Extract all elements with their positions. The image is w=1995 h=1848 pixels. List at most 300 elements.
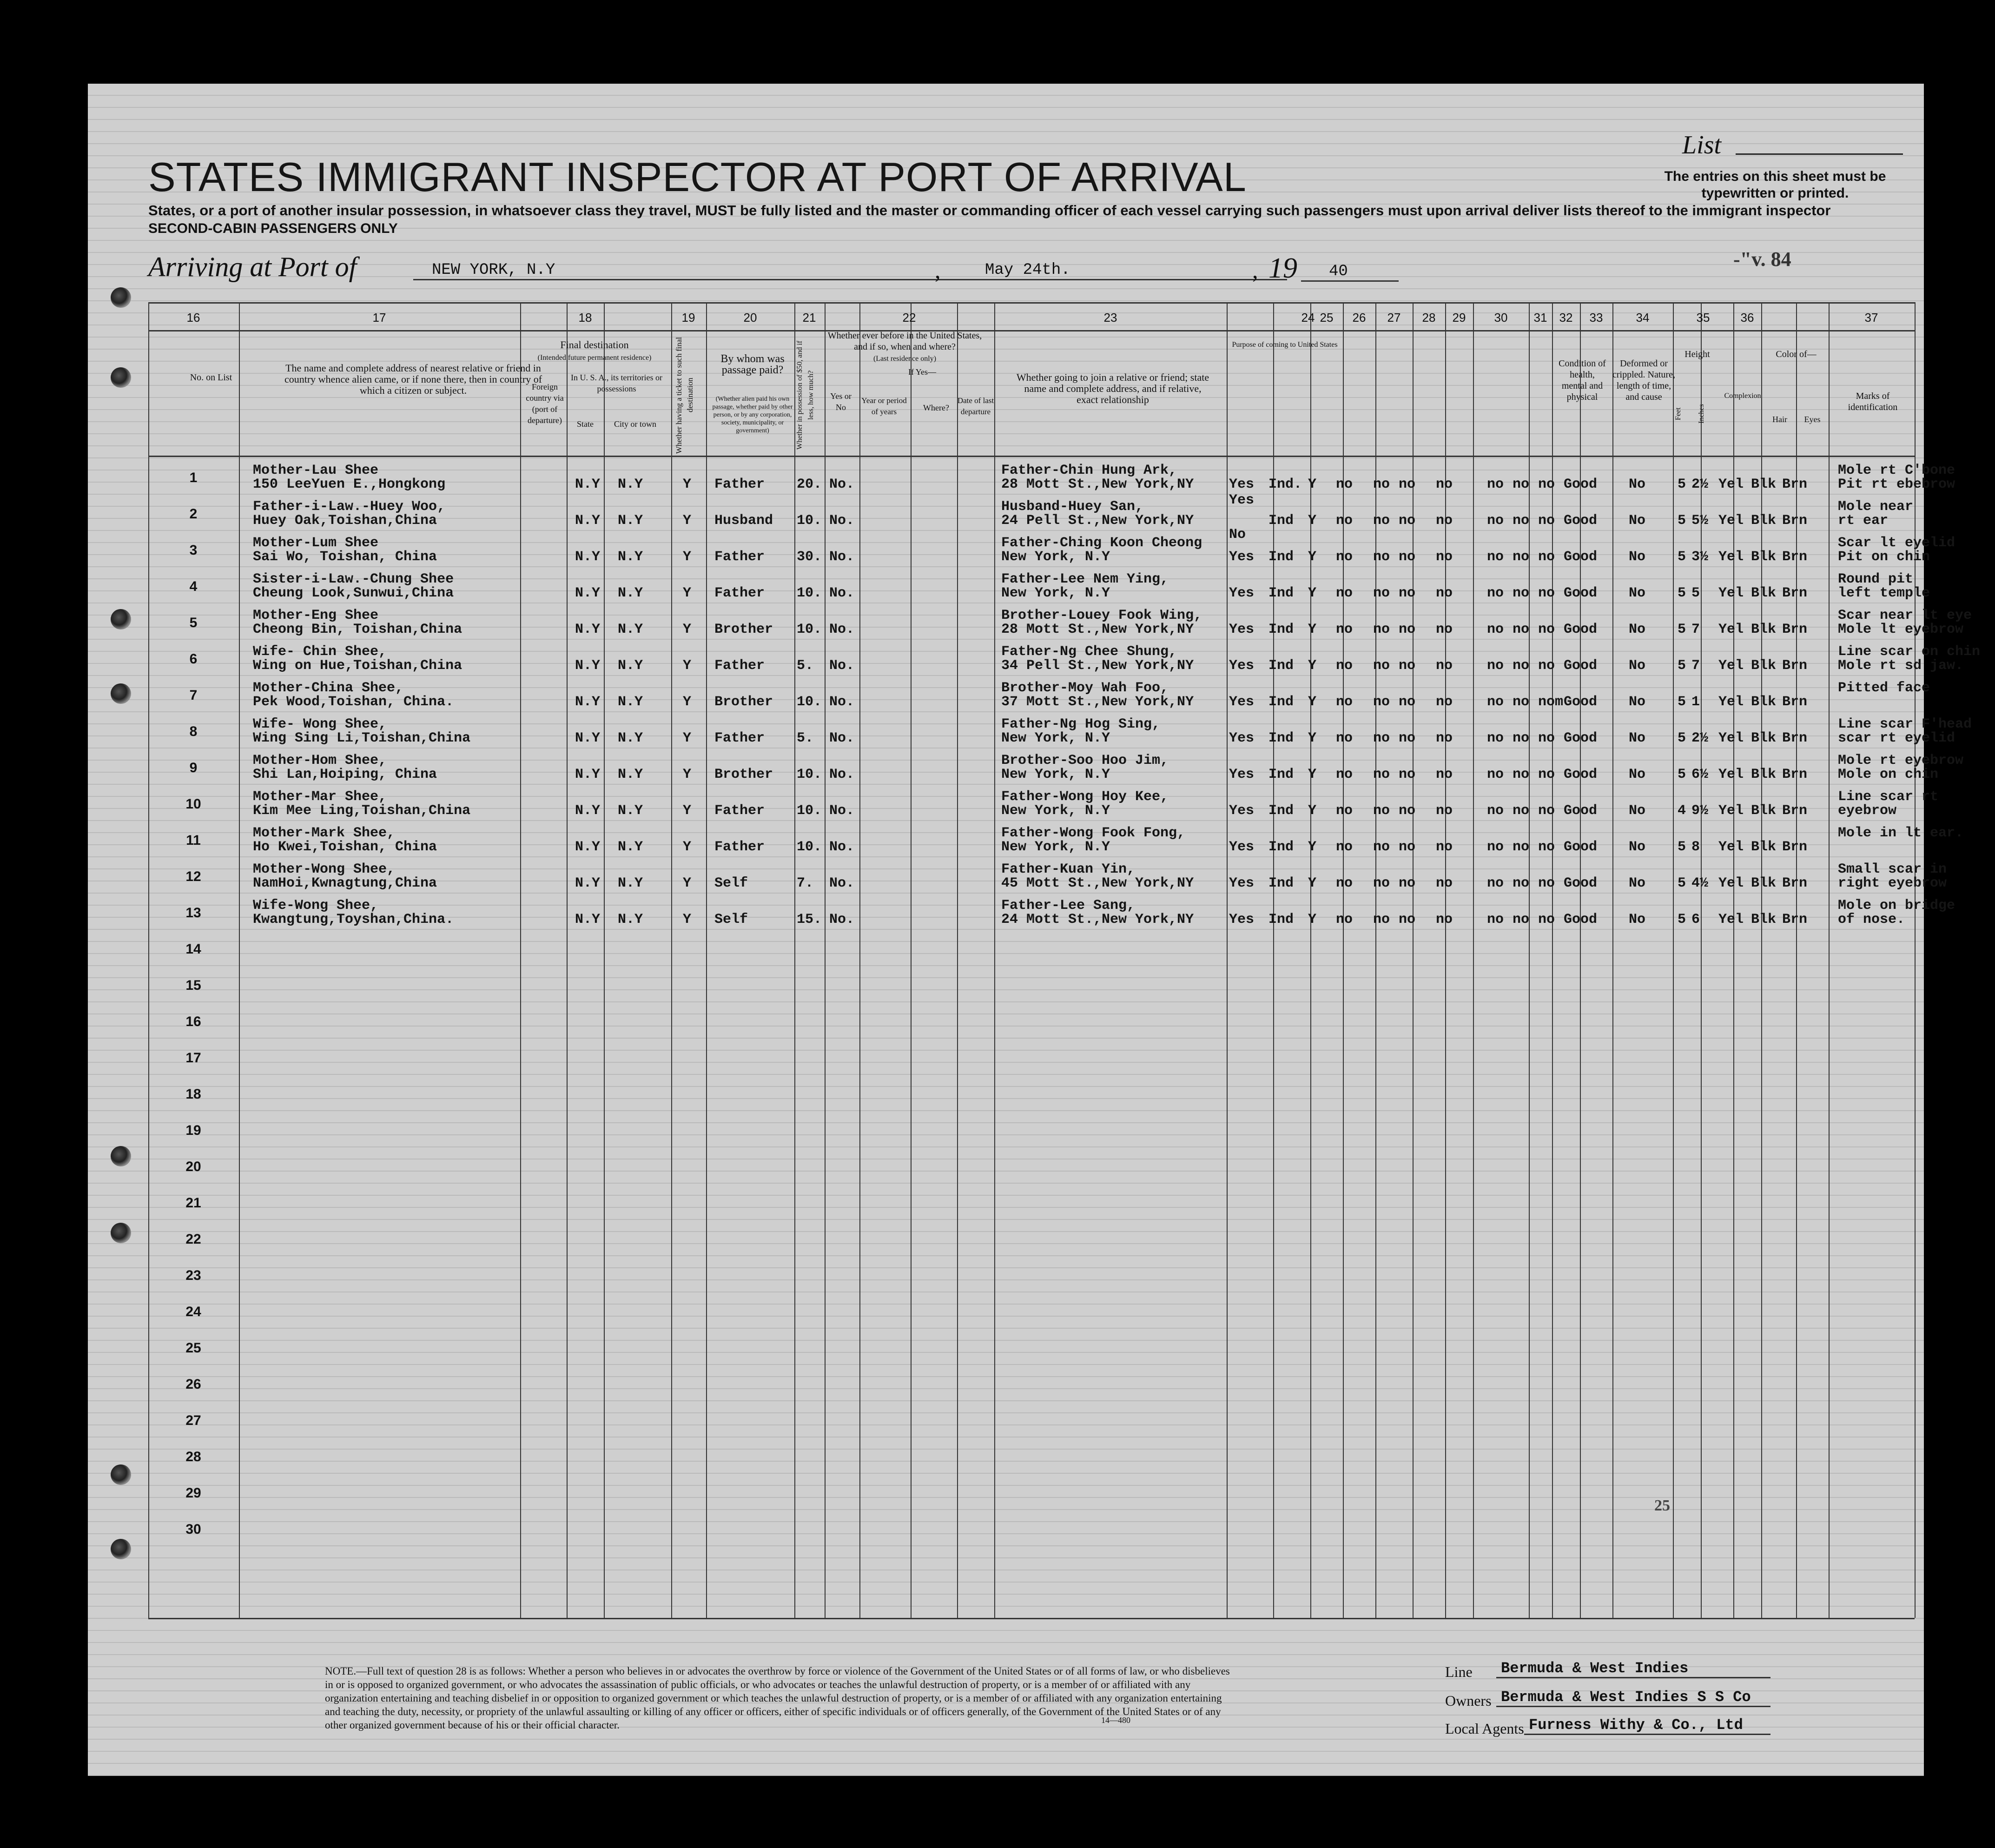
cell-paid: Father xyxy=(714,585,765,601)
cell-p3: Y xyxy=(1308,622,1317,637)
date-field: May 24th. xyxy=(948,261,1287,280)
cell-money: 7. xyxy=(797,875,814,891)
row-number: 24 xyxy=(185,1304,201,1319)
cell-q26: no xyxy=(1373,803,1390,819)
cell-join1: Father-Ching Koon Cheong xyxy=(1001,535,1202,551)
cell-feet: 5 xyxy=(1678,658,1686,674)
cell-rel2: Wing on Hue,Toishan,China xyxy=(253,658,462,674)
row-number: 5 xyxy=(189,615,198,630)
cell-join2: 37 Mott St.,New York,NY xyxy=(1001,694,1194,710)
cell-state: N.Y xyxy=(575,549,601,565)
grid-vline xyxy=(825,302,826,1618)
row-number: 20 xyxy=(185,1159,201,1174)
binder-hole xyxy=(111,367,131,388)
grid-hline xyxy=(148,330,1915,331)
cell-join2: New York, N.Y xyxy=(1001,767,1110,782)
agents-value: Furness Withy & Co., Ltd xyxy=(1524,1716,1770,1735)
cell-q25: no xyxy=(1336,622,1353,637)
cell-rel1: Mother-Eng Shee xyxy=(253,608,379,623)
cell-inches: 6½ xyxy=(1691,767,1709,782)
cell-q26: no xyxy=(1373,477,1390,492)
row-number: 13 xyxy=(185,905,201,921)
cell-q25: no xyxy=(1336,477,1353,492)
grid-vline xyxy=(1701,302,1702,1618)
row-number: 16 xyxy=(185,1014,201,1029)
cell-q29: no xyxy=(1487,875,1504,891)
header-ticket: Whether having a ticket to such final destination xyxy=(674,337,694,454)
cell-inches: 1 xyxy=(1691,694,1700,710)
cell-q29: no xyxy=(1487,622,1504,637)
cell-marks1: Line scar rt xyxy=(1838,789,1939,805)
column-number: 31 xyxy=(1533,311,1547,325)
cell-state: N.Y xyxy=(575,694,601,710)
cell-money: 5. xyxy=(797,730,814,746)
cell-p1: Yes xyxy=(1229,492,1255,508)
cell-join2: New York, N.Y xyxy=(1001,549,1110,565)
cell-q25: no xyxy=(1336,767,1353,782)
cell-q28: no xyxy=(1436,730,1453,746)
cell-p1: Yes xyxy=(1229,839,1255,855)
cell-p2: Ind xyxy=(1268,875,1294,891)
cell-feet: 5 xyxy=(1678,875,1686,891)
cell-feet: 5 xyxy=(1678,912,1686,927)
column-number: 23 xyxy=(1103,311,1117,325)
row-number: 11 xyxy=(186,833,201,848)
cell-health: Good xyxy=(1564,585,1598,601)
volume-stamp: -"v. 84 xyxy=(1733,248,1791,271)
grid-vline xyxy=(1915,302,1916,1618)
cell-p1: Yes xyxy=(1229,694,1255,710)
cell-deformed: No xyxy=(1629,513,1646,529)
cell-q29: no xyxy=(1487,549,1504,565)
cell-rel2: NamHoi,Kwnagtung,China xyxy=(253,875,437,891)
cell-q26: no xyxy=(1373,767,1390,782)
cell-city: N.Y xyxy=(618,767,643,782)
cell-rel2: 150 LeeYuen E.,Hongkong xyxy=(253,477,446,492)
cell-join1: Brother-Louey Fook Wing, xyxy=(1001,608,1202,623)
cell-money: 10. xyxy=(797,803,822,819)
column-number: 30 xyxy=(1494,311,1508,325)
column-number: 32 xyxy=(1559,311,1573,325)
cell-p2: Ind. xyxy=(1268,477,1302,492)
cell-q28: no xyxy=(1436,803,1453,819)
grid-vline xyxy=(1273,302,1274,1618)
cell-hair: Blk xyxy=(1751,585,1777,601)
cell-hair: Blk xyxy=(1751,549,1777,565)
row-number: 6 xyxy=(189,651,198,667)
cell-rel1: Wife- Chin Shee, xyxy=(253,644,387,660)
cell-join1: Father-Ng Hog Sing, xyxy=(1001,716,1161,732)
cell-p3: Y xyxy=(1308,658,1317,674)
cell-p2: Ind xyxy=(1268,912,1294,927)
cell-complexion: Yel xyxy=(1718,875,1744,891)
row-number: 19 xyxy=(185,1123,201,1138)
cell-q28: no xyxy=(1436,585,1453,601)
cell-deformed: No xyxy=(1629,839,1646,855)
footnote-question-28: NOTE.—Full text of question 28 is as follows: Whether a person who believes in or advocates the overthrow by force or violence of the Government of the United States or of all forms of law, or who disbelieves in or is opposed to organized government, or who advocates the assassination of public officials, or who advocates or teaches the unlawful destruction of property, or is a member of or affiliated with any organization entertaining and teaching disbelief in or opposition to organized government or which teaches the unlawful destruction of property, or is a member of or affiliated with any organization entertaining and teaching the duty, necessity, or propriety of the unlawful assaulting or killing of any officer or officers, either of specific individuals or of officers generally, of the Government of the United States or of any other organized government because of his or their official character. xyxy=(325,1665,1230,1731)
cell-q25: no xyxy=(1336,694,1353,710)
cell-hair: Blk xyxy=(1751,622,1777,637)
header-yes-no: Yes or No xyxy=(830,391,852,412)
cell-inches: 4½ xyxy=(1691,875,1709,891)
cell-state: N.Y xyxy=(575,622,601,637)
cell-rel1: Wife- Wong Shee, xyxy=(253,716,387,732)
cell-q25: no xyxy=(1336,839,1353,855)
cell-city: N.Y xyxy=(618,477,643,492)
cell-q31: no xyxy=(1538,622,1555,637)
cell-health: Good xyxy=(1564,803,1598,819)
cell-hair: Blk xyxy=(1751,477,1777,492)
cell-p1: Yes xyxy=(1229,549,1255,565)
cell-q30: no xyxy=(1513,875,1530,891)
cell-p3: Y xyxy=(1308,730,1317,746)
column-number: 29 xyxy=(1452,311,1466,325)
header-color-of: Color of— xyxy=(1776,349,1817,359)
cell-complexion: Yel xyxy=(1718,767,1744,782)
cell-q27: no xyxy=(1399,875,1416,891)
cell-q26: no xyxy=(1373,912,1390,927)
grid-vline xyxy=(1529,302,1530,1618)
cell-deformed: No xyxy=(1629,658,1646,674)
cell-inches: 2½ xyxy=(1691,477,1709,492)
cell-eyes: Brn xyxy=(1782,513,1808,529)
cell-q29: no xyxy=(1487,730,1504,746)
cell-q29: no xyxy=(1487,658,1504,674)
cell-q30: no xyxy=(1513,912,1530,927)
page-title: STATES IMMIGRANT INSPECTOR AT PORT OF ARRIVAL xyxy=(148,154,1247,200)
cell-health: Good xyxy=(1564,549,1598,565)
cell-money: 5. xyxy=(797,658,814,674)
cell-eyes: Brn xyxy=(1782,875,1808,891)
column-number: 28 xyxy=(1422,311,1436,325)
cell-join1: Father-Lee Nem Ying, xyxy=(1001,571,1169,587)
row-number: 9 xyxy=(189,760,198,775)
cell-rel2: Kwangtung,Toyshan,China. xyxy=(253,912,454,927)
grid-vline xyxy=(239,302,240,1618)
cell-q31: no xyxy=(1538,839,1555,855)
cell-marks2: right eyebrow xyxy=(1838,875,1947,891)
cell-before: No. xyxy=(829,477,855,492)
cell-hair: Blk xyxy=(1751,912,1777,927)
cell-ticket: Y xyxy=(683,803,692,819)
cell-city: N.Y xyxy=(618,694,643,710)
year-prefix: 19 xyxy=(1268,252,1297,284)
grid-vline xyxy=(957,302,958,1618)
cell-eyes: Brn xyxy=(1782,549,1808,565)
cell-health: Good xyxy=(1564,767,1598,782)
row-number: 23 xyxy=(185,1268,201,1283)
cell-before: No. xyxy=(829,513,855,529)
cell-rel2: Sai Wo, Toishan, China xyxy=(253,549,437,565)
cell-q25: no xyxy=(1336,875,1353,891)
cell-complexion: Yel xyxy=(1718,513,1744,529)
cell-q27: no xyxy=(1399,513,1416,529)
grid-vline xyxy=(1445,302,1446,1618)
cell-feet: 5 xyxy=(1678,767,1686,782)
cell-before: No. xyxy=(829,585,855,601)
cell-health: Good xyxy=(1564,730,1598,746)
cell-feet: 5 xyxy=(1678,477,1686,492)
typewritten-note: The entries on this sheet must be typewritten or printed. xyxy=(1664,169,1886,201)
cell-hair: Blk xyxy=(1751,803,1777,819)
cell-join1: Father-Ng Chee Shung, xyxy=(1001,644,1177,660)
cell-rel1: Father-i-Law.-Huey Woo, xyxy=(253,499,446,515)
cell-deformed: No xyxy=(1629,585,1646,601)
cell-q30: no xyxy=(1513,730,1530,746)
cell-rel1: Mother-Lau Shee xyxy=(253,463,379,478)
cell-inches: 7 xyxy=(1691,622,1700,637)
cell-feet: 4 xyxy=(1678,803,1686,819)
row-number: 27 xyxy=(185,1413,201,1428)
cell-before: No. xyxy=(829,730,855,746)
cell-q30: no xyxy=(1513,658,1530,674)
cell-paid: Husband xyxy=(714,513,773,529)
cell-ticket: Y xyxy=(683,549,692,565)
cell-before: No. xyxy=(829,622,855,637)
row-number: 21 xyxy=(185,1195,201,1211)
cell-q28: no xyxy=(1436,912,1453,927)
cell-rel1: Mother-Mar Shee, xyxy=(253,789,387,805)
cell-q30: no xyxy=(1513,839,1530,855)
cell-health: Good xyxy=(1564,912,1598,927)
header-foreign-country: Foreign country via (port of departure) xyxy=(526,382,564,425)
cell-join2: New York, N.Y xyxy=(1001,585,1110,601)
cell-paid: Brother xyxy=(714,767,773,782)
cell-q28: no xyxy=(1436,875,1453,891)
header-nearest-relative: The name and complete address of nearest relative or friend in country whence alien came, or if none there, then in country of which a citizen or subject. xyxy=(284,362,542,396)
header-ever-before: Whether ever before in the United States, and if so, when and where? xyxy=(827,331,982,352)
cell-marks2: Pit on chin xyxy=(1838,549,1930,565)
grid-vline xyxy=(911,302,912,1618)
cell-q28: no xyxy=(1436,767,1453,782)
cell-complexion: Yel xyxy=(1718,585,1744,601)
cell-q27: no xyxy=(1399,694,1416,710)
cell-city: N.Y xyxy=(618,585,643,601)
cell-p2: Ind xyxy=(1268,839,1294,855)
cell-q25: no xyxy=(1336,803,1353,819)
cell-deformed: No xyxy=(1629,875,1646,891)
cell-q25: no xyxy=(1336,730,1353,746)
cell-inches: 2½ xyxy=(1691,730,1709,746)
cell-p2: Ind xyxy=(1268,767,1294,782)
grid-vline xyxy=(1733,302,1734,1618)
cell-q31: no xyxy=(1538,803,1555,819)
cell-health: Good xyxy=(1564,513,1598,529)
column-number: 17 xyxy=(372,311,386,325)
header-complexion: Complexion xyxy=(1724,392,1761,400)
row-number: 2 xyxy=(189,506,198,522)
binder-hole xyxy=(111,1539,131,1559)
cell-q29: no xyxy=(1487,839,1504,855)
cell-q30: no xyxy=(1513,513,1530,529)
cell-deformed: No xyxy=(1629,549,1646,565)
grid-vline xyxy=(1796,302,1797,1618)
cell-ticket: Y xyxy=(683,585,692,601)
cell-paid: Brother xyxy=(714,622,773,637)
row-number: 3 xyxy=(189,543,198,558)
cell-city: N.Y xyxy=(618,658,643,674)
cell-before: No. xyxy=(829,875,855,891)
cell-q27: no xyxy=(1399,839,1416,855)
cell-p3: Y xyxy=(1308,513,1317,529)
cell-marks1: Line scar F'head xyxy=(1838,716,1972,732)
cell-money: 30. xyxy=(797,549,822,565)
row-number: 18 xyxy=(185,1086,201,1102)
cell-marks1: Mole on bridge xyxy=(1838,898,1955,914)
cell-q29: no xyxy=(1487,477,1504,492)
cell-q27: no xyxy=(1399,912,1416,927)
cell-before: No. xyxy=(829,767,855,782)
line-label: Line xyxy=(1445,1663,1473,1680)
cell-p1: Yes xyxy=(1229,585,1255,601)
cell-q26: no xyxy=(1373,622,1390,637)
cell-hair: Blk xyxy=(1751,875,1777,891)
row-number: 17 xyxy=(185,1050,201,1066)
cell-complexion: Yel xyxy=(1718,839,1744,855)
column-number: 20 xyxy=(743,311,757,325)
grid-vline xyxy=(1612,302,1613,1618)
cell-marks2: Pit rt ebebrow xyxy=(1838,477,1955,492)
cell-ticket: Y xyxy=(683,912,692,927)
cell-q31: no xyxy=(1538,585,1555,601)
cell-p3: Y xyxy=(1308,549,1317,565)
cell-deformed: No xyxy=(1629,694,1646,710)
cell-state: N.Y xyxy=(575,912,601,927)
cell-q27: no xyxy=(1399,658,1416,674)
row-number: 10 xyxy=(185,796,201,812)
cell-q28: no xyxy=(1436,477,1453,492)
row-number: 4 xyxy=(189,579,198,594)
cell-deformed: No xyxy=(1629,803,1646,819)
grid-vline xyxy=(1375,302,1376,1618)
cell-p1: Yes xyxy=(1229,803,1255,819)
cell-complexion: Yel xyxy=(1718,658,1744,674)
header-final-destination: Final destination xyxy=(560,339,629,351)
header-inches: Inches xyxy=(1698,404,1705,424)
header-deformed: Deformed or crippled. Nature, length of time, and cause xyxy=(1612,358,1675,402)
cell-ticket: Y xyxy=(683,658,692,674)
cell-state: N.Y xyxy=(575,730,601,746)
cell-marks2: rt ear xyxy=(1838,513,1889,529)
cell-p2: Ind xyxy=(1268,622,1294,637)
cell-before: No. xyxy=(829,803,855,819)
grid-vline xyxy=(1829,302,1830,1618)
cell-join2: 24 Pell St.,New York,NY xyxy=(1001,513,1194,529)
cell-p1: Yes xyxy=(1229,622,1255,637)
cell-health: Good xyxy=(1564,658,1598,674)
cell-p2: Ind xyxy=(1268,585,1294,601)
header-if-yes: If Yes— xyxy=(908,367,936,377)
cell-hair: Blk xyxy=(1751,730,1777,746)
cell-p2: Ind xyxy=(1268,730,1294,746)
cell-inches: 7 xyxy=(1691,658,1700,674)
cell-marks1: Mole near xyxy=(1838,499,1914,515)
cell-q28: no xyxy=(1436,513,1453,529)
cell-p3: Y xyxy=(1308,803,1317,819)
cell-p1: Yes xyxy=(1229,875,1255,891)
row-number: 30 xyxy=(185,1522,201,1537)
cell-q26: no xyxy=(1373,585,1390,601)
cell-marks1: Scar lt eyelid xyxy=(1838,535,1955,551)
cell-money: 10. xyxy=(797,585,822,601)
cell-join1: Father-Wong Fook Fong, xyxy=(1001,825,1186,841)
cell-p2: Ind xyxy=(1268,658,1294,674)
cell-q30: no xyxy=(1513,767,1530,782)
grid-vline xyxy=(520,302,521,1618)
cell-city: N.Y xyxy=(618,912,643,927)
cell-marks2: left temple xyxy=(1838,585,1930,601)
cell-q25: no xyxy=(1336,658,1353,674)
cell-q25: no xyxy=(1336,912,1353,927)
row-number: 25 xyxy=(185,1340,201,1356)
cell-city: N.Y xyxy=(618,803,643,819)
cell-p1: Yes xyxy=(1229,730,1255,746)
cell-inches: 8 xyxy=(1691,839,1700,855)
cell-q27: no xyxy=(1399,803,1416,819)
cell-rel2: Cheong Bin, Toishan,China xyxy=(253,622,462,637)
cell-health: Good xyxy=(1564,694,1598,710)
cell-p3: Y xyxy=(1308,875,1317,891)
cell-city: N.Y xyxy=(618,730,643,746)
cell-eyes: Brn xyxy=(1782,585,1808,601)
cell-ticket: Y xyxy=(683,730,692,746)
cell-state: N.Y xyxy=(575,767,601,782)
cell-marks2: of nose. xyxy=(1838,912,1905,927)
cell-feet: 5 xyxy=(1678,585,1686,601)
cell-q28: no xyxy=(1436,839,1453,855)
cell-q26: no xyxy=(1373,549,1390,565)
cell-eyes: Brn xyxy=(1782,839,1808,855)
header-year-period: Year or period of years xyxy=(861,396,907,416)
cell-join1: Father-Chin Hung Ark, xyxy=(1001,463,1177,478)
grid-vline xyxy=(706,302,707,1618)
cell-marks2: Mole on chin xyxy=(1838,767,1939,782)
cell-p3: Y xyxy=(1308,585,1317,601)
cell-join2: 45 Mott St.,New York,NY xyxy=(1001,875,1194,891)
row-number: 14 xyxy=(185,941,201,957)
cell-eyes: Brn xyxy=(1782,694,1808,710)
cell-ticket: Y xyxy=(683,477,692,492)
cell-eyes: Brn xyxy=(1782,658,1808,674)
cell-marks1: Mole in lt ear. xyxy=(1838,825,1964,841)
cell-rel1: Mother-Mark Shee, xyxy=(253,825,396,841)
comma: , xyxy=(935,257,941,283)
list-number-line xyxy=(1736,153,1903,155)
header-passage-paid: By whom was passage paid? xyxy=(720,353,785,376)
header-height: Height xyxy=(1685,349,1710,359)
cell-p2: Ind xyxy=(1268,694,1294,710)
binder-hole xyxy=(111,683,131,704)
header-health: Condition of health, mental and physical xyxy=(1559,358,1606,402)
cell-p2: Ind xyxy=(1268,803,1294,819)
cell-q25: no xyxy=(1336,513,1353,529)
header-marks: Marks of identification xyxy=(1848,391,1898,412)
grid-vline xyxy=(1473,302,1474,1618)
cell-eyes: Brn xyxy=(1782,477,1808,492)
header-money: Whether in possession of $50, and if less, how much? xyxy=(796,340,815,450)
grid-vline xyxy=(567,302,568,1618)
cell-q26: no xyxy=(1373,875,1390,891)
column-number: 37 xyxy=(1864,311,1878,325)
cell-q29: no xyxy=(1487,585,1504,601)
cell-money: 20. xyxy=(797,477,822,492)
cell-money: 10. xyxy=(797,694,822,710)
column-number: 22 xyxy=(902,311,916,325)
cell-join1: Father-Wong Hoy Kee, xyxy=(1001,789,1169,805)
cell-deformed: No xyxy=(1629,767,1646,782)
cell-money: 10. xyxy=(797,513,822,529)
cell-paid: Self xyxy=(714,875,748,891)
